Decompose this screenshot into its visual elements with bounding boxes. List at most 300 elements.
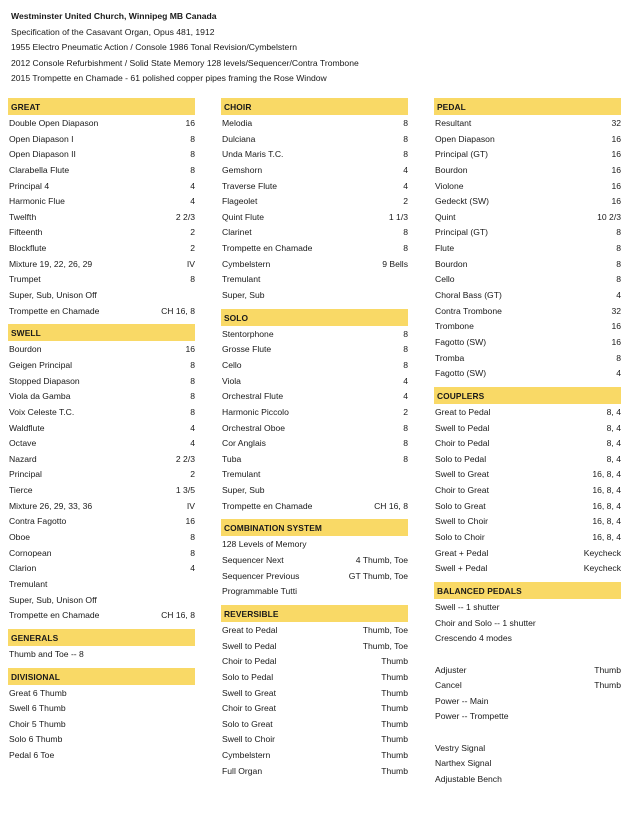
stop-row — [434, 116, 621, 132]
stop-row — [8, 732, 195, 748]
section-solo — [221, 309, 408, 515]
stop-value: 8 — [616, 352, 621, 363]
section-header: COMBINATION SYSTEM — [221, 519, 408, 536]
stop-value: 1 3/5 — [175, 485, 195, 496]
stop-name: Principal — [9, 469, 42, 480]
stop-value: IV — [186, 258, 195, 269]
stop-name: Adjustable Bench — [435, 773, 502, 784]
stop-row — [8, 288, 195, 304]
stop-row — [221, 623, 408, 639]
stop-value: 16 — [611, 180, 621, 191]
stop-row — [434, 194, 621, 210]
stop-value: 8 — [190, 149, 195, 160]
stop-name: Fagotto (SW) — [435, 368, 487, 379]
stop-name: Open Diapason I — [9, 133, 74, 144]
stop-name: Solo 6 Thumb — [9, 734, 63, 745]
stop-value: 16 — [185, 344, 195, 355]
stop-row — [8, 499, 195, 515]
intro-line: 2012 Console Refurbishment / Solid State Memory 128 levels/Sequencer/Contra Trombone — [11, 57, 359, 68]
stop-value: 8 — [403, 133, 408, 144]
stop-row — [221, 116, 408, 132]
stop-name: Nazard — [9, 453, 37, 464]
stop-row — [8, 483, 195, 499]
stop-value: 32 — [611, 305, 621, 316]
stop-row — [8, 210, 195, 226]
stop-row — [8, 225, 195, 241]
stop-name: Choir to Great — [222, 703, 276, 714]
stop-name: Swell to Great — [435, 469, 489, 480]
stop-name: Dulciana — [222, 133, 256, 144]
stop-value: 8 — [403, 453, 408, 464]
stop-row — [434, 366, 621, 382]
stop-name: Principal 4 — [9, 180, 50, 191]
intro-line: 2015 Trompette en Chamade - 61 polished copper pipes framing the Rose Window — [11, 73, 327, 84]
stop-row — [8, 241, 195, 257]
stop-value: 16 — [611, 196, 621, 207]
stop-name: Choir to Pedal — [435, 438, 490, 449]
stop-value: Thumb — [381, 656, 408, 667]
stop-row — [8, 389, 195, 405]
stop-name: Clarinet — [222, 227, 252, 238]
stop-name: Bourdon — [435, 258, 468, 269]
stop-row — [221, 179, 408, 195]
stop-value: CH 16, 8 — [374, 500, 408, 511]
stop-value: 16, 8, 4 — [592, 485, 621, 496]
stop-value: 16, 8, 4 — [592, 532, 621, 543]
stop-row — [221, 225, 408, 241]
section-header: SWELL — [8, 324, 195, 341]
stop-row — [221, 654, 408, 670]
stop-name: Adjuster — [435, 664, 467, 675]
stop-name: Principal (GT) — [435, 149, 489, 160]
section-header: COUPLERS — [434, 387, 621, 404]
stop-row — [8, 272, 195, 288]
stop-value: 8 — [190, 547, 195, 558]
stop-row — [434, 467, 621, 483]
stop-value: 8 — [403, 149, 408, 160]
stop-name: Waldflute — [9, 422, 45, 433]
stop-value: 4 — [403, 164, 408, 175]
stop-value: 4 — [190, 438, 195, 449]
stop-row — [434, 530, 621, 546]
stop-name: Oboe — [9, 532, 31, 543]
section-generals — [8, 629, 195, 663]
stop-name: Cor Anglais — [222, 438, 266, 449]
stop-row — [8, 405, 195, 421]
stop-name: Quint — [435, 211, 456, 222]
stop-row — [221, 342, 408, 358]
stop-row — [434, 561, 621, 577]
stop-name: Swell 6 Thumb — [9, 703, 66, 714]
stop-value: Thumb — [381, 687, 408, 698]
stop-value: 8 — [190, 406, 195, 417]
stop-value: 8 — [403, 422, 408, 433]
stop-row — [434, 436, 621, 452]
stop-value: 16 — [611, 133, 621, 144]
stop-name: Swell -- 1 shutter — [435, 601, 500, 612]
stop-name: Sequencer Previous — [222, 570, 300, 581]
stop-name: Swell to Pedal — [222, 640, 277, 651]
stop-value: Thumb — [381, 703, 408, 714]
stop-value: 16 — [611, 321, 621, 332]
stop-name: Choral Bass (GT) — [435, 290, 502, 301]
stop-name: Orchestral Oboe — [222, 422, 286, 433]
stop-name: Swell + Pedal — [435, 563, 488, 574]
stop-row — [221, 163, 408, 179]
stop-row — [434, 405, 621, 421]
stop-name: Traverse Flute — [222, 180, 278, 191]
stop-value: IV — [186, 500, 195, 511]
spacer — [434, 647, 621, 663]
stop-value: 4 Thumb, Toe — [355, 555, 408, 566]
stop-name: Choir 5 Thumb — [9, 718, 66, 729]
stop-name: Gedeckt (SW) — [435, 196, 489, 207]
stop-name: Trompette en Chamade — [9, 305, 100, 316]
stop-row — [8, 436, 195, 452]
stop-row — [434, 351, 621, 367]
stop-value: 8 — [403, 118, 408, 128]
stop-value: 8 — [403, 328, 408, 339]
stop-row — [434, 147, 621, 163]
stop-name: Mixture 19, 22, 26, 29 — [9, 258, 93, 269]
stop-row — [434, 132, 621, 148]
stop-row — [434, 756, 621, 772]
section-couplers — [434, 387, 621, 577]
stop-name: Sequencer Next — [222, 555, 284, 566]
stop-name: Choir to Pedal — [222, 656, 277, 667]
stop-name: Tromba — [435, 352, 465, 363]
stop-row — [8, 561, 195, 577]
intro-line: Specification of the Casavant Organ, Opus 481, 1912 — [11, 26, 215, 37]
stop-row — [434, 772, 621, 788]
stop-row — [434, 452, 621, 468]
stop-name: Fagotto (SW) — [435, 336, 487, 347]
stop-name: 128 Levels of Memory — [222, 539, 307, 550]
stop-name: Blockflute — [9, 243, 47, 254]
stop-row — [8, 421, 195, 437]
stop-value: 4 — [403, 180, 408, 191]
stop-row — [221, 467, 408, 483]
stop-row — [221, 717, 408, 733]
section-pedal — [434, 98, 621, 382]
stop-value: Thumb — [381, 718, 408, 729]
stop-row — [434, 663, 621, 679]
stop-value: 8 — [403, 438, 408, 449]
stop-name: Trompette en Chamade — [222, 500, 313, 511]
stop-value: 8 — [616, 243, 621, 254]
stop-name: Trombone — [435, 321, 474, 332]
stop-value: 1 1/3 — [388, 211, 408, 222]
stop-row — [8, 304, 195, 320]
stop-name: Super, Sub, Unison Off — [9, 290, 97, 301]
stop-row — [434, 694, 621, 710]
stop-row — [8, 374, 195, 390]
section-header: PEDAL — [434, 98, 621, 115]
stop-row — [221, 358, 408, 374]
stop-row — [8, 163, 195, 179]
stop-name: Narthex Signal — [435, 758, 492, 769]
stop-row — [221, 374, 408, 390]
stop-row — [221, 132, 408, 148]
stop-row — [221, 639, 408, 655]
stop-name: Stopped Diapason — [9, 375, 80, 386]
stop-row — [8, 452, 195, 468]
stop-row — [221, 405, 408, 421]
stop-row — [221, 147, 408, 163]
stop-value: 8 — [616, 274, 621, 285]
stop-row — [8, 257, 195, 273]
stop-value: 8 — [190, 133, 195, 144]
stop-value: 16 — [611, 164, 621, 175]
section-divisional — [8, 668, 195, 764]
section-header: CHOIR — [221, 98, 408, 115]
stop-row — [221, 327, 408, 343]
stop-row — [221, 194, 408, 210]
stop-value: 4 — [190, 180, 195, 191]
stop-value: Thumb — [381, 671, 408, 682]
stop-value: 16 — [185, 516, 195, 527]
stop-name: Great + Pedal — [435, 547, 489, 558]
stop-name: Clarabella Flute — [9, 164, 70, 175]
stop-name: Orchestral Flute — [222, 391, 284, 402]
stop-value: 2 — [190, 243, 195, 254]
stop-value: GT Thumb, Toe — [348, 570, 408, 581]
stop-row — [8, 116, 195, 132]
stop-row — [434, 616, 621, 632]
stop-name: Bourdon — [9, 344, 42, 355]
stop-name: Flageolet — [222, 196, 258, 207]
stop-name: Power -- Main — [435, 695, 489, 706]
stop-row — [221, 499, 408, 515]
stop-value: 16, 8, 4 — [592, 469, 621, 480]
stop-row — [221, 553, 408, 569]
stop-row — [434, 225, 621, 241]
stop-value: CH 16, 8 — [161, 610, 195, 621]
stop-row — [221, 569, 408, 585]
stop-row — [221, 241, 408, 257]
stop-name: Pedal 6 Toe — [9, 750, 55, 761]
stop-row — [434, 546, 621, 562]
stop-row — [221, 452, 408, 468]
stop-value: 8 — [403, 344, 408, 355]
stop-name: Bourdon — [435, 164, 468, 175]
stop-row — [434, 210, 621, 226]
stop-row — [434, 241, 621, 257]
stop-value: Keycheck — [583, 563, 621, 574]
stop-value: 4 — [190, 563, 195, 574]
stop-name: Cornopean — [9, 547, 52, 558]
stop-name: Super, Sub — [222, 290, 265, 301]
section-balanced-pedals — [434, 582, 621, 788]
stop-value: Thumb — [381, 734, 408, 745]
stop-row — [434, 514, 621, 530]
stop-name: Solo to Pedal — [222, 671, 274, 682]
stop-row — [8, 530, 195, 546]
stop-row — [434, 179, 621, 195]
stop-row — [221, 272, 408, 288]
stop-name: Tierce — [9, 485, 33, 496]
stop-name: Open Diapason — [435, 133, 495, 144]
stop-name: Great to Pedal — [435, 406, 491, 417]
stop-name: Choir and Solo -- 1 shutter — [435, 617, 536, 628]
stop-name: Swell to Choir — [222, 734, 276, 745]
stop-value: 32 — [611, 118, 621, 128]
stop-name: Viola da Gamba — [9, 391, 71, 402]
stop-value: 8 — [403, 359, 408, 370]
stop-value: 2 — [190, 469, 195, 480]
stop-value: 16 — [611, 336, 621, 347]
stop-name: Solo to Great — [435, 500, 486, 511]
stop-row — [221, 421, 408, 437]
stop-name: Fifteenth — [9, 227, 43, 238]
stop-name: Harmonic Piccolo — [222, 406, 289, 417]
stop-name: Tuba — [222, 453, 242, 464]
stop-name: Great to Pedal — [222, 624, 278, 635]
stop-row — [8, 546, 195, 562]
stop-value: 4 — [190, 422, 195, 433]
stop-row — [434, 421, 621, 437]
section-choir — [221, 98, 408, 304]
stop-row — [8, 342, 195, 358]
stop-row — [434, 319, 621, 335]
stop-name: Stentorphone — [222, 328, 274, 339]
stop-name: Power -- Trompette — [435, 711, 509, 722]
stop-row — [8, 608, 195, 624]
section-header: BALANCED PEDALS — [434, 582, 621, 599]
stop-value: 8 — [190, 532, 195, 543]
stop-row — [434, 335, 621, 351]
stop-row — [434, 741, 621, 757]
stop-name: Solo to Great — [222, 718, 273, 729]
stop-row — [221, 389, 408, 405]
stop-row — [221, 257, 408, 273]
stop-name: Grosse Flute — [222, 344, 272, 355]
stop-value: 4 — [616, 368, 621, 379]
stop-row — [221, 436, 408, 452]
stop-row — [434, 288, 621, 304]
stop-name: Twelfth — [9, 211, 37, 222]
section-header: REVERSIBLE — [221, 605, 408, 622]
column-right — [434, 98, 621, 793]
stop-name: Cymbelstern — [222, 258, 271, 269]
stop-row — [434, 483, 621, 499]
stop-name: Thumb and Toe -- 8 — [9, 648, 84, 659]
stop-name: Resultant — [435, 118, 472, 128]
stop-value: CH 16, 8 — [161, 305, 195, 316]
stop-row — [221, 732, 408, 748]
stop-name: Vestry Signal — [435, 742, 486, 753]
stop-name: Trompette en Chamade — [222, 243, 313, 254]
stop-value: 4 — [616, 290, 621, 301]
column-middle — [221, 98, 408, 784]
stop-name: Tremulant — [222, 274, 261, 285]
stop-name: Great 6 Thumb — [9, 687, 67, 698]
stop-row — [221, 210, 408, 226]
stop-row — [8, 748, 195, 764]
section-header: SOLO — [221, 309, 408, 326]
column-left — [8, 98, 195, 769]
stop-value: 16 — [185, 118, 195, 128]
stop-row — [221, 764, 408, 780]
stop-name: Geigen Principal — [9, 359, 73, 370]
stop-row — [434, 499, 621, 515]
stop-name: Quint Flute — [222, 211, 265, 222]
stop-value: Keycheck — [583, 547, 621, 558]
stop-name: Contra Fagotto — [9, 516, 67, 527]
section-header: DIVISIONAL — [8, 668, 195, 685]
stop-row — [221, 670, 408, 686]
stop-value: 8 — [403, 227, 408, 238]
stop-name: Clarion — [9, 563, 37, 574]
stop-row — [8, 593, 195, 609]
stop-name: Cello — [435, 274, 455, 285]
stop-value: 8, 4 — [606, 422, 621, 433]
stop-value: 8 — [190, 274, 195, 285]
section-combination-system — [221, 519, 408, 600]
stop-name: Unda Maris T.C. — [222, 149, 284, 160]
stop-row — [221, 537, 408, 553]
stop-name: Cancel — [435, 680, 462, 691]
stop-row — [8, 647, 195, 663]
stop-name: Contra Trombone — [435, 305, 502, 316]
section-header: GENERALS — [8, 629, 195, 646]
stop-value: Thumb — [381, 750, 408, 761]
stop-value: 2 2/3 — [175, 211, 195, 222]
stop-name: Voix Celeste T.C. — [9, 406, 75, 417]
stop-name: Full Organ — [222, 765, 263, 776]
stop-name: Double Open Diapason — [9, 118, 99, 128]
stop-name: Trumpet — [9, 274, 41, 285]
stop-name: Super, Sub, Unison Off — [9, 594, 97, 605]
stop-name: Violone — [435, 180, 464, 191]
stop-value: 2 — [190, 227, 195, 238]
stop-value: 2 — [403, 406, 408, 417]
stop-row — [434, 304, 621, 320]
stop-name: Cymbelstern — [222, 750, 271, 761]
stop-name: Melodia — [222, 118, 253, 128]
stop-name: Harmonic Flue — [9, 196, 65, 207]
stop-name: Swell to Great — [222, 687, 276, 698]
stop-row — [8, 179, 195, 195]
stop-row — [8, 147, 195, 163]
stop-name: Choir to Great — [435, 485, 489, 496]
stop-value: 9 Bells — [382, 258, 408, 269]
stop-name: Super, Sub — [222, 485, 265, 496]
stop-value: 16, 8, 4 — [592, 516, 621, 527]
stop-name: Crescendo 4 modes — [435, 633, 512, 644]
stop-name: Cello — [222, 359, 242, 370]
stop-value: Thumb — [594, 664, 621, 675]
stop-value: 8 — [403, 243, 408, 254]
stop-row — [221, 288, 408, 304]
stop-value: 2 2/3 — [175, 453, 195, 464]
stop-value: 8 — [616, 258, 621, 269]
stop-value: 8 — [190, 164, 195, 175]
stop-row — [221, 686, 408, 702]
stop-value: 8, 4 — [606, 453, 621, 464]
section-reversible — [221, 605, 408, 779]
stop-value: 16 — [611, 149, 621, 160]
section-swell — [8, 324, 195, 624]
stop-name: Octave — [9, 438, 37, 449]
stop-row — [8, 467, 195, 483]
stop-value: 8 — [190, 391, 195, 402]
stop-row — [8, 701, 195, 717]
stop-name: Tremulant — [222, 469, 261, 480]
stop-value: 8 — [190, 375, 195, 386]
stop-row — [434, 631, 621, 647]
stop-value: 4 — [403, 391, 408, 402]
